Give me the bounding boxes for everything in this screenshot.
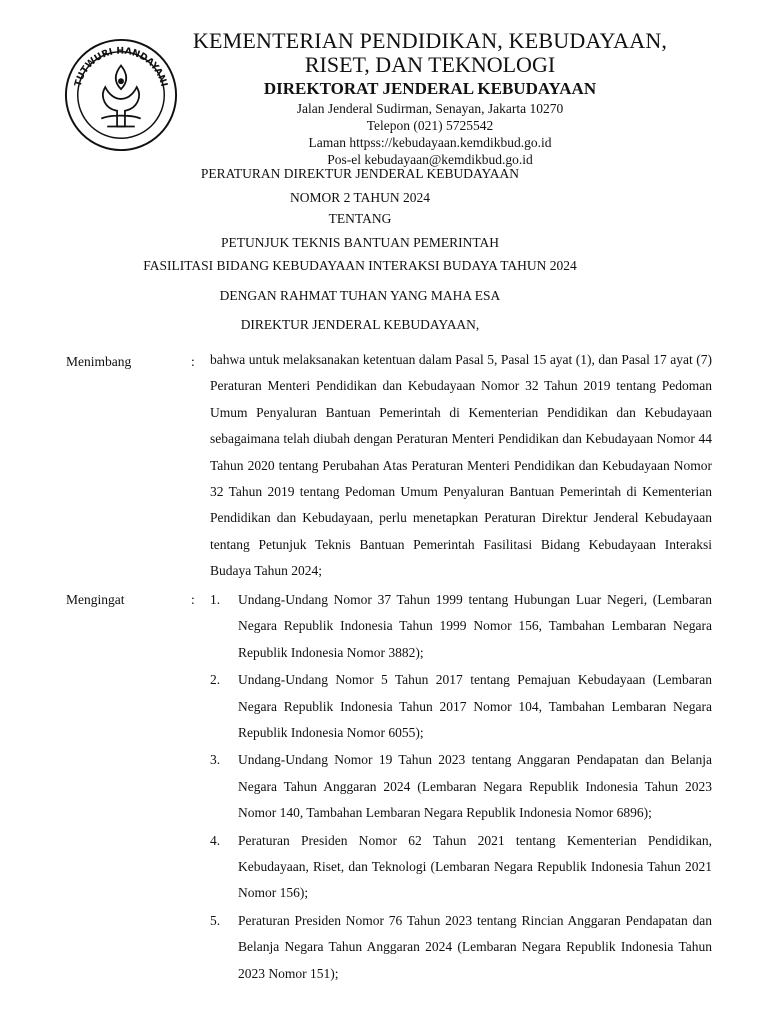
list-item	[210, 908, 712, 987]
address: Jalan Jenderal Sudirman, Senayan, Jakarta 10270	[296, 101, 564, 116]
regulation-subject-line1: PETUNJUK TEKNIS BANTUAN PEMERINTAH	[220, 235, 500, 250]
list-item-number: 5.	[210, 912, 221, 928]
list-item-text: Undang-Undang Nomor 5 Tahun 2017 tentang Pemajuan Kebudayaan (Lembaran Negara Republik Indonesia Tahun 2017 Nomor 104, Tambahan Lembaran Negara Republik Indonesia Nomor 6055);	[238, 672, 712, 741]
ministry-name-line1: KEMENTERIAN PENDIDIKAN, KEBUDAYAAN,	[192, 28, 668, 53]
mengingat-label: Mengingat	[66, 592, 125, 607]
list-item	[210, 667, 712, 746]
letterhead	[170, 28, 690, 168]
ministry-name-line2: RISET, DAN TEKNOLOGI	[304, 52, 556, 77]
menimbang-text: bahwa untuk melaksanakan ketentuan dalam Pasal 5, Pasal 15 ayat (1), dan Pasal 17 ayat (7) Peraturan Menteri Pendidikan dan Kebudayaan Nomor 32 Tahun 2019 tentang Pedoman Umum Penyaluran Bantuan Pemerintah di Kementerian Pendidikan dan Kebudayaan sebagaimana telah diubah dengan Peraturan Menteri Pendidikan dan Kebudayaan Nomor 44 Tahun 2020 tentang Perubahan Atas Peraturan Menteri Pendidikan dan Kebudayaan Nomor 32 Tahun 2019 tentang Pedoman Umum Penyaluran Bantuan Pemerintah di Kementerian Pendidikan dan Kebudayaan, perlu menetapkan Peraturan Direktur Jenderal Kebudayaan tentang Petunjuk Teknis Bantuan Pemerintah Fasilitasi Bidang Kebudayaan Interaksi Budaya Tahun 2024;	[210, 352, 712, 579]
list-item-number: 2.	[210, 672, 221, 688]
list-item-text: Peraturan Presiden Nomor 76 Tahun 2023 tentang Rincian Anggaran Pendapatan dan Belanja Negara Tahun Anggaran 2024 (Lembaran Negara Republik Indonesia Tahun 2023 Nomor 151);	[238, 912, 712, 981]
list-item-text: Peraturan Presiden Nomor 62 Tahun 2021 tentang Kementerian Pendidikan, Kebudayaan, Riset, dan Teknologi (Lembaran Negara Republik Indonesia Tahun 2021 Nomor 156);	[238, 832, 712, 901]
list-item	[210, 747, 712, 826]
tutwuri-handayani-logo-icon	[62, 36, 180, 154]
list-item	[210, 828, 712, 907]
list-item-number: 3.	[210, 752, 221, 768]
list-item-text: Undang-Undang Nomor 37 Tahun 1999 tentang Hubungan Luar Negeri, (Lembaran Negara Republik Indonesia Tahun 1999 Nomor 156, Tambahan Lembaran Negara Republik Indonesia Nomor 3882);	[238, 592, 712, 660]
menimbang-label: Menimbang	[66, 354, 132, 369]
directorate-name: DIREKTORAT JENDERAL KEBUDAYAAN	[263, 79, 597, 98]
website: Laman httpss://kebudayaan.kemdikbud.go.id	[308, 135, 552, 150]
regulation-title: PERATURAN DIREKTUR JENDERAL KEBUDAYAAN	[200, 166, 520, 181]
official-title: DIREKTUR JENDERAL KEBUDAYAAN,	[240, 317, 480, 332]
menimbang-colon: :	[191, 354, 195, 369]
list-item-text: Undang-Undang Nomor 19 Tahun 2023 tentang Anggaran Pendapatan dan Belanja Negara Tahun Anggaran 2024 (Lembaran Negara Republik Indonesia Tahun 2023 Nomor 140, Tambahan Lembaran Negara Republik Indonesia Nomor 6896);	[238, 752, 712, 821]
regulation-number: NOMOR 2 TAHUN 2024	[289, 190, 431, 205]
svg-text:TUTWURI HANDAYANI: TUTWURI HANDAYANI	[72, 45, 170, 88]
list-item	[210, 587, 712, 666]
phone: Telepon (021) 5725542	[366, 118, 494, 133]
list-item-number: 1.	[210, 592, 221, 607]
mengingat-list	[210, 587, 712, 988]
list-item-number: 4.	[210, 832, 221, 848]
mengingat-colon: :	[191, 592, 195, 607]
email: Pos-el kebudayaan@kemdikbud.go.id	[327, 152, 533, 167]
regulation-about: TENTANG	[328, 211, 392, 226]
blessing: DENGAN RAHMAT TUHAN YANG MAHA ESA	[219, 288, 501, 303]
regulation-subject-line2: FASILITASI BIDANG KEBUDAYAAN INTERAKSI BUDAYA TAHUN 2024	[143, 258, 577, 273]
